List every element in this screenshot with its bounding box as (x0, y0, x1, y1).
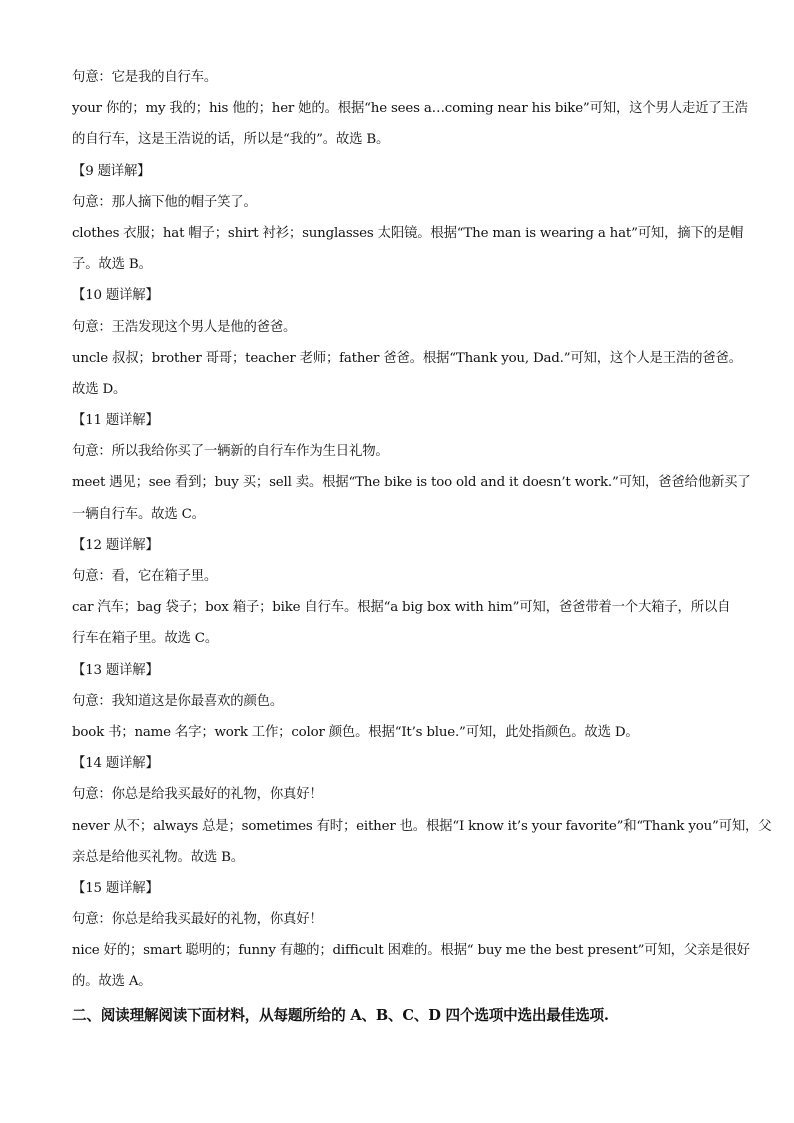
text-line: 一辆自行车。故选 C。 (72, 506, 205, 522)
text-line: nice 好的；smart 聪明的；funny 有趣的；difficult 困难的。根据“ buy me the best present”可知，父亲是很好 (72, 943, 750, 959)
text-line: 句意：我知道这是你最喜欢的颜色。 (72, 693, 284, 709)
section-heading: 二、阅读理解阅读下面材料，从每题所给的 A、B、C、D 四个选项中选出最佳选项. (72, 1006, 609, 1024)
text-line: car 汽车；bag 袋子；box 箱子；bike 自行车。根据“a big box with him”可知，爸爸带着一个大箱子，所以自 (72, 600, 731, 616)
question-heading: 【10 题详解】 (72, 288, 159, 304)
text-line: meet 遇见；see 看到；buy 买；sell 卖。根据“The bike is too old and it doesn’t work.”可知，爸爸给他新买了 (72, 475, 751, 491)
text-line: 句意：它是我的自行车。 (72, 70, 218, 85)
text-line: 句意：所以我给你买了一辆新的自行车作为生日礼物。 (72, 444, 389, 460)
text-line: clothes 衣服；hat 帽子；shirt 衬衫；sunglasses 太阳镜。根据“The man is wearing a hat”可知，摘下的是帽 (72, 225, 744, 241)
text-line: 句意：王浩发现这个男人是他的爸爸。 (72, 319, 297, 335)
question-heading: 【9 题详解】 (72, 163, 151, 179)
text-line: never 从不；always 总是；sometimes 有时；either 也。根据“I know it’s your favorite”和“Thank you”可知，父 (72, 818, 772, 834)
text-line: 故选 D。 (72, 381, 127, 397)
question-heading: 【13 题详解】 (72, 662, 159, 678)
question-heading: 【14 题详解】 (72, 756, 159, 772)
question-heading: 【15 题详解】 (72, 880, 159, 896)
text-line: 的。故选 A。 (72, 974, 152, 990)
text-line: uncle 叔叔；brother 哥哥；teacher 老师；father 爸爸。根据“Thank you, Dad.”可知，这个人是王浩的爸爸。 (72, 350, 742, 366)
text-line: 行车在箱子里。故选 C。 (72, 631, 219, 647)
text-line: 子。故选 B。 (72, 257, 152, 273)
text-line: 句意：你总是给我买最好的礼物，你真好！ (72, 787, 323, 803)
question-heading: 【12 题详解】 (72, 537, 159, 553)
text-line: 句意：那人摘下他的帽子笑了。 (72, 194, 257, 210)
text-line: 的自行车，这是王浩说的话，所以是“我的”。故选 B。 (72, 132, 390, 148)
text-line: 句意：你总是给我买最好的礼物，你真好！ (72, 912, 323, 928)
text-line: book 书；name 名字；work 工作；color 颜色。根据“It’s blue.”可知，此处指颜色。故选 D。 (72, 724, 639, 740)
document-body (72, 62, 772, 1031)
text-line: your 你的；my 我的；his 他的；her 她的。根据“he sees a…coming near his bike”可知，这个男人走近了王浩 (72, 101, 748, 117)
text-line: 句意：看，它在箱子里。 (72, 569, 218, 584)
text-line: 亲总是给他买礼物。故选 B。 (72, 849, 244, 865)
question-heading: 【11 题详解】 (72, 413, 159, 429)
